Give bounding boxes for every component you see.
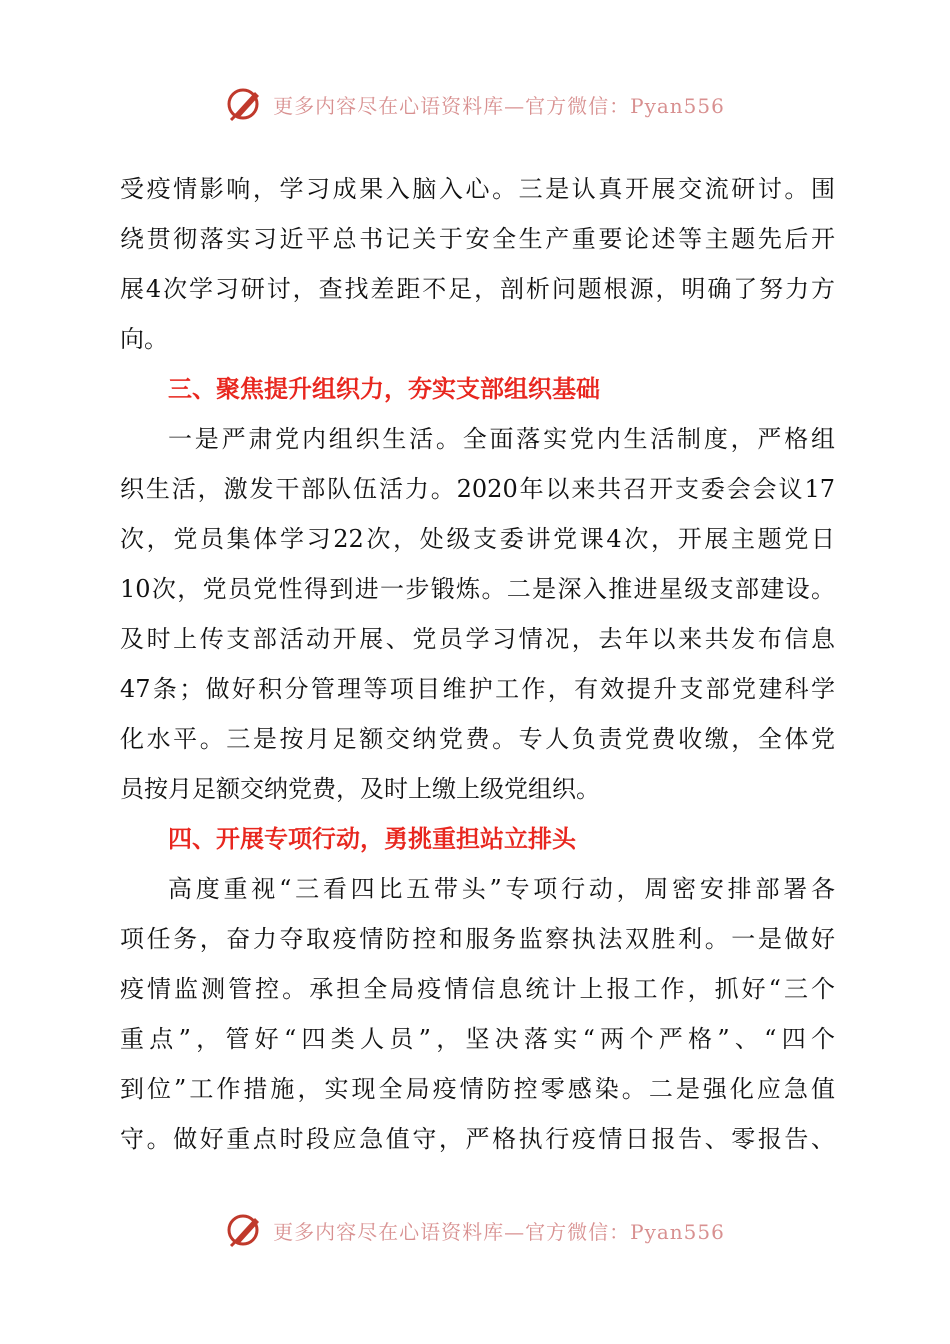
footer-watermark-banner [0,1206,950,1254]
paragraph-2-line-5: 及时上传支部活动开展、党员学习情况，去年以来共发布信息 [120,625,835,653]
document-body [120,164,835,1164]
paragraph-2-line-3: 次，党员集体学习22次，处级支委讲党课4次，开展主题党日 [120,525,835,553]
pen-logo-icon [225,1210,265,1250]
paragraph-2-line-6: 47条；做好积分管理等项目维护工作，有效提升支部党建科学 [120,675,835,703]
paragraph-3-line-3: 疫情监测管控。承担全局疫情信息统计上报工作，抓好“三个 [120,975,835,1003]
section-heading-3: 三、聚焦提升组织力，夯实支部组织基础 [168,375,600,403]
pen-logo-icon [225,84,265,124]
paragraph-3-line-5: 到位”工作措施，实现全局疫情防控零感染。二是强化应急值 [120,1075,835,1103]
paragraph-2-line-1: 一是严肃党内组织生活。全面落实党内生活制度，严格组 [168,425,835,453]
paragraph-3-line-6: 守。做好重点时段应急值守，严格执行疫情日报告、零报告、 [120,1125,835,1153]
paragraph-2-line-2: 织生活，激发干部队伍活力。2020年以来共召开支委会会议17 [120,475,835,503]
header-watermark-text: 更多内容尽在心语资料库—官方微信：Pyan556 [273,93,725,118]
paragraph-1-line-2: 绕贯彻落实习近平总书记关于安全生产重要论述等主题先后开 [120,225,835,253]
section-heading-4: 四、开展专项行动，勇挑重担站立排头 [168,825,576,853]
paragraph-2-line-8: 员按月足额交纳党费，及时上缴上级党组织。 [120,775,600,803]
paragraph-3-line-1: 高度重视“三看四比五带头”专项行动，周密安排部署各 [168,875,835,903]
header-watermark-banner [0,80,950,128]
paragraph-1-line-4: 向。 [120,325,168,353]
paragraph-2-line-4: 10次，党员党性得到进一步锻炼。二是深入推进星级支部建设。 [120,575,835,603]
paragraph-1-line-1: 受疫情影响，学习成果入脑入心。三是认真开展交流研讨。围 [120,175,835,203]
paragraph-3-line-4: 重点”，管好“四类人员”，坚决落实“两个严格”、“四个 [120,1025,835,1053]
paragraph-1-line-3: 展4次学习研讨，查找差距不足，剖析问题根源，明确了努力方 [120,275,835,303]
paragraph-3-line-2: 项任务，奋力夺取疫情防控和服务监察执法双胜利。一是做好 [120,925,835,953]
paragraph-2-line-7: 化水平。三是按月足额交纳党费。专人负责党费收缴，全体党 [120,725,835,753]
footer-watermark-text: 更多内容尽在心语资料库—官方微信：Pyan556 [273,1219,725,1244]
